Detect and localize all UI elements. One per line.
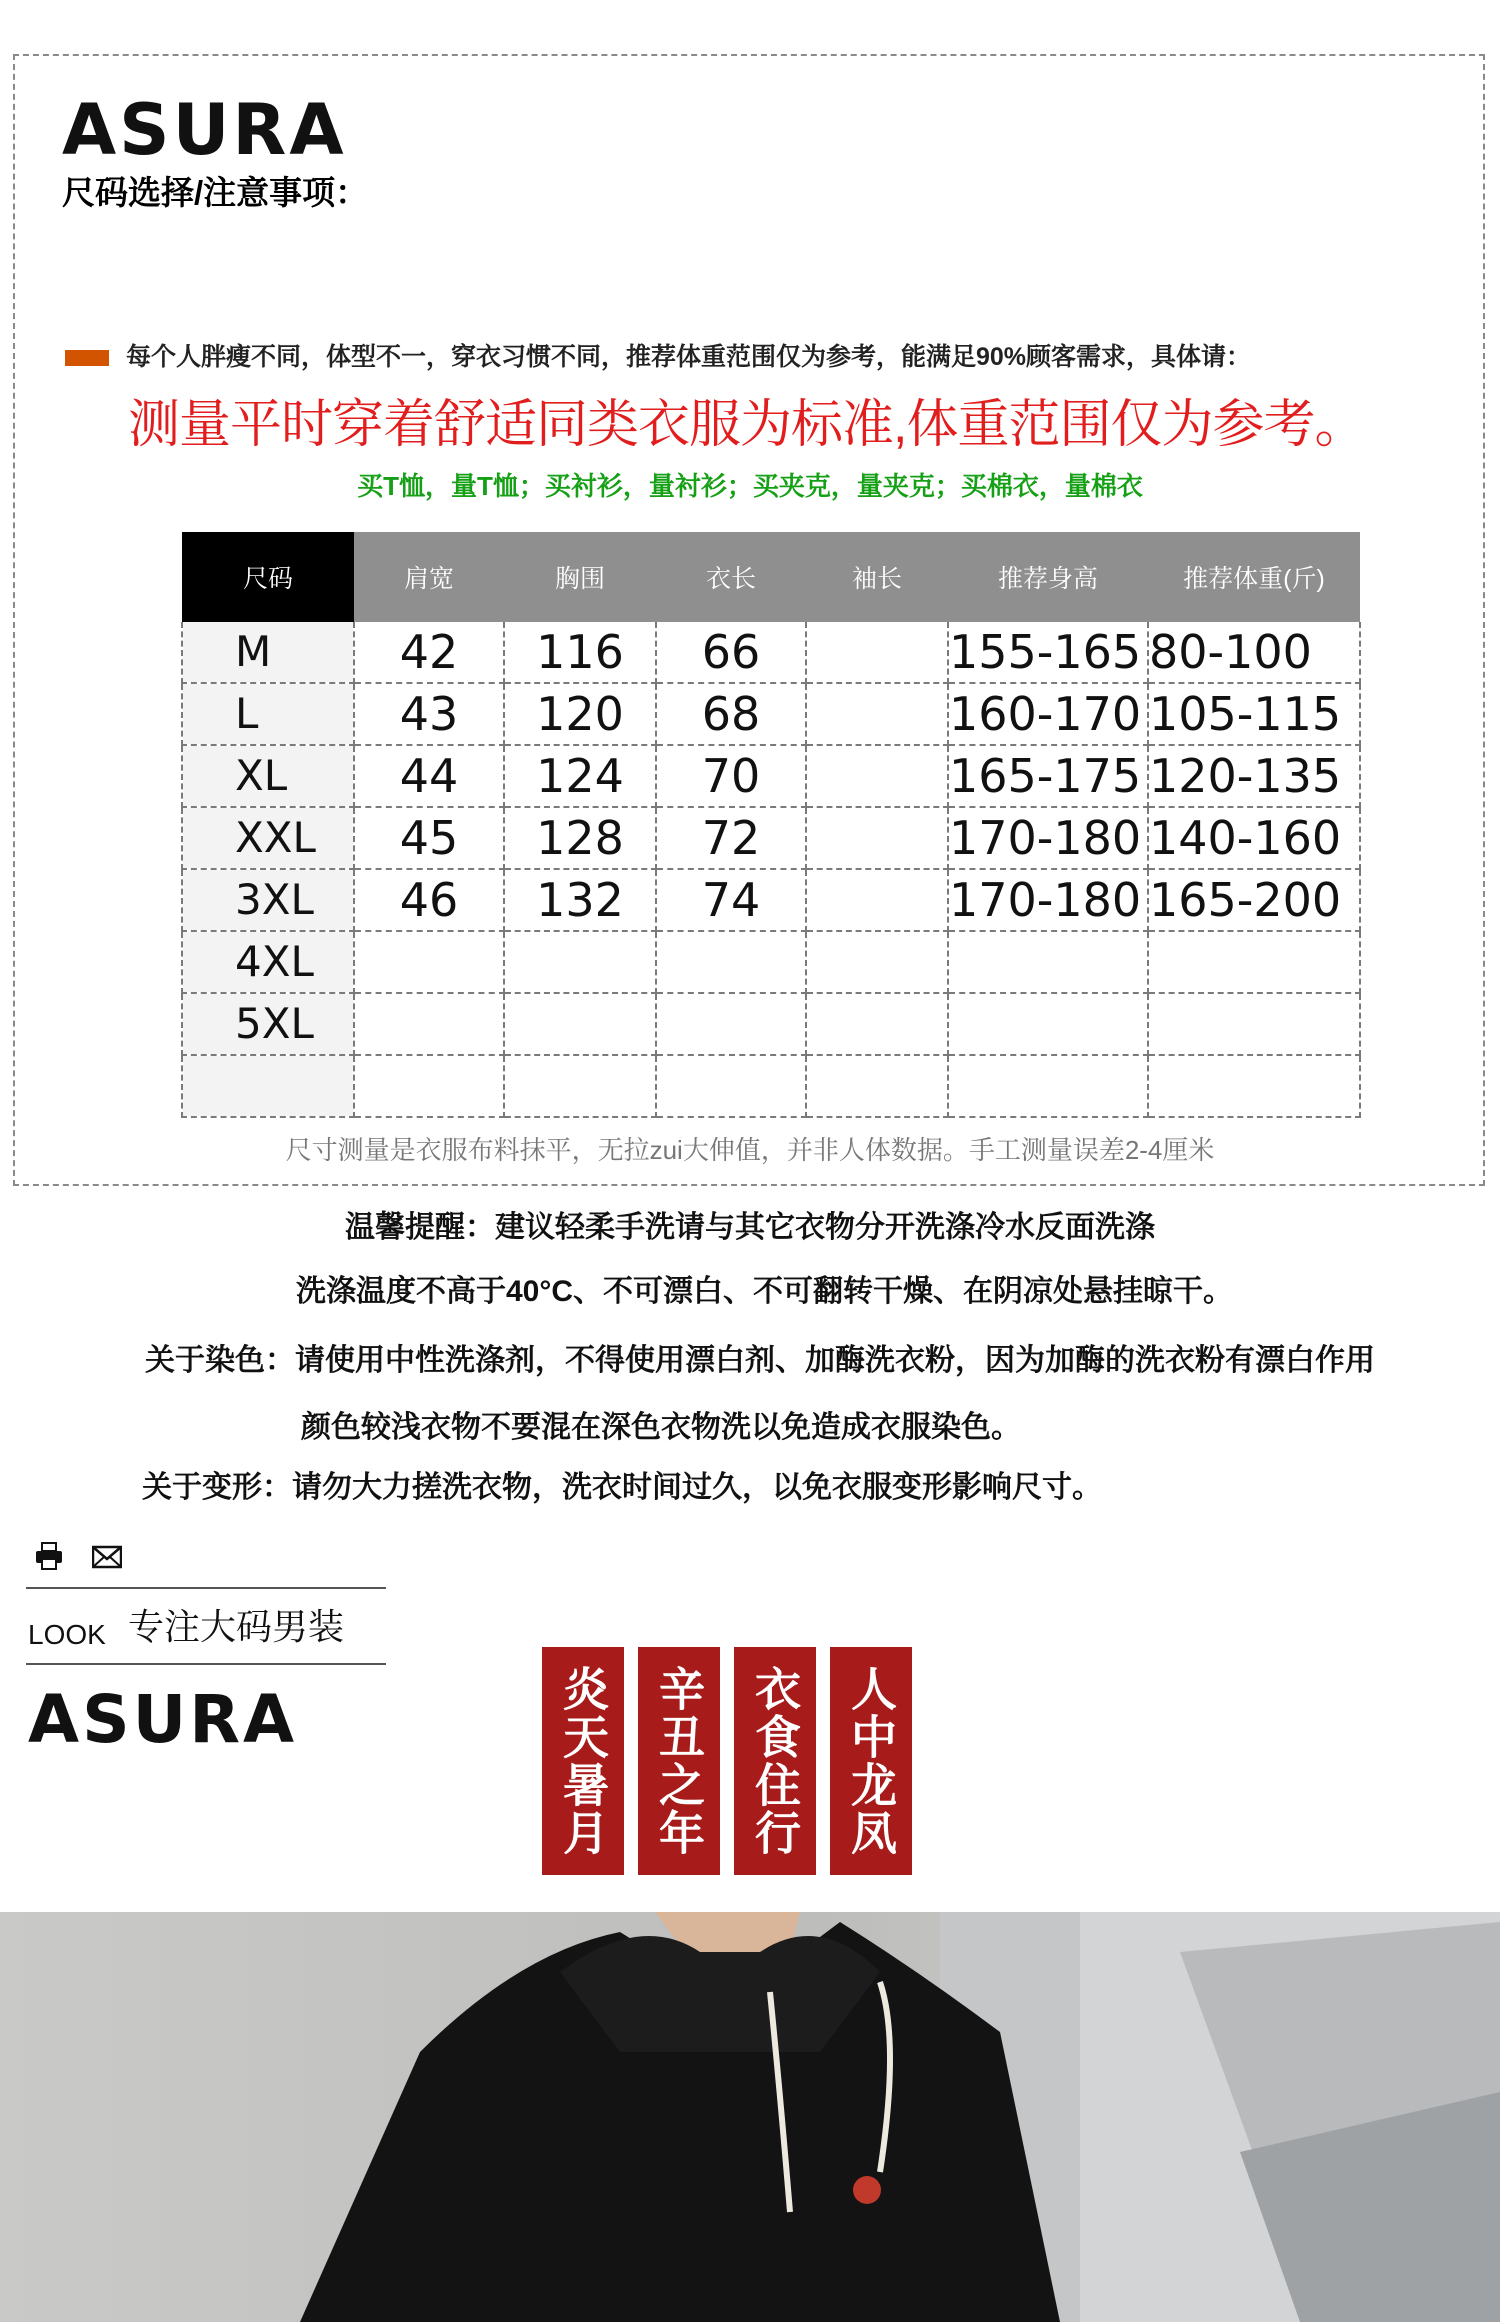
cell-height <box>948 1055 1148 1117</box>
table-row <box>182 993 1360 1055</box>
header-chest: 胸围 <box>504 532 656 622</box>
header-shoulder: 肩宽 <box>354 532 504 622</box>
header-weight: 推荐体重(斤) <box>1148 532 1360 622</box>
cell-size: XL <box>182 745 354 807</box>
slogan-tile <box>734 1647 816 1875</box>
cell-sleeve <box>806 622 948 683</box>
cell-weight <box>1148 1055 1360 1117</box>
cell-length <box>656 931 806 993</box>
cell-height: 170-180 <box>948 807 1148 869</box>
cell-sleeve <box>806 745 948 807</box>
cell-weight: 140-160 <box>1148 807 1360 869</box>
slogan-text: 辛丑之年 <box>652 1665 706 1857</box>
table-header-row <box>182 532 1360 622</box>
cell-shoulder: 42 <box>354 622 504 683</box>
care-deformation: 关于变形：请勿大力搓洗衣物，洗衣时间过久，以免衣服变形影响尺寸。 <box>142 1471 1102 1504</box>
cell-length: 70 <box>656 745 806 807</box>
cell-sleeve <box>806 993 948 1055</box>
cell-shoulder: 44 <box>354 745 504 807</box>
cell-chest: 128 <box>504 807 656 869</box>
slogan-tile <box>638 1647 720 1875</box>
notice-line-1: 每个人胖瘦不同，体型不一，穿衣习惯不同，推荐体重范围仅为参考，能满足90%顾客需求，具体请： <box>126 343 1252 371</box>
table-row <box>182 807 1360 869</box>
cell-length <box>656 1055 806 1117</box>
care-dyeing: 关于染色：请使用中性洗涤剂，不得使用漂白剂、加酶洗衣粉，因为加酶的洗衣粉有漂白作用 <box>145 1344 1375 1377</box>
cell-height: 165-175 <box>948 745 1148 807</box>
look-divider-top <box>26 1587 386 1589</box>
care-temperature: 洗涤温度不高于40°C、不可漂白、不可翻转干燥、在阴凉处悬挂晾干。 <box>296 1275 1234 1308</box>
cell-sleeve <box>806 869 948 931</box>
brand-logo: ASURA <box>62 89 347 171</box>
cell-size: 5XL <box>182 993 354 1055</box>
slogan-text: 衣食住行 <box>748 1665 802 1857</box>
table-row <box>182 683 1360 745</box>
header-length: 衣长 <box>656 532 806 622</box>
size-guide-subtitle: 尺码选择/注意事项： <box>62 174 369 211</box>
cell-weight: 165-200 <box>1148 869 1360 931</box>
cell-size: M <box>182 622 354 683</box>
cell-weight <box>1148 931 1360 993</box>
cell-sleeve <box>806 807 948 869</box>
cell-weight: 80-100 <box>1148 622 1360 683</box>
cell-size: L <box>182 683 354 745</box>
cell-chest <box>504 993 656 1055</box>
slogan-text: 人中龙凤 <box>844 1665 898 1857</box>
cell-height: 170-180 <box>948 869 1148 931</box>
cell-weight: 120-135 <box>1148 745 1360 807</box>
table-row <box>182 745 1360 807</box>
cell-length: 68 <box>656 683 806 745</box>
cell-shoulder: 43 <box>354 683 504 745</box>
look-label: LOOK <box>28 1619 106 1650</box>
cell-chest <box>504 931 656 993</box>
notice-marker <box>65 350 109 366</box>
cell-chest: 116 <box>504 622 656 683</box>
cell-chest <box>504 1055 656 1117</box>
brand-logo-bottom: ASURA <box>28 1681 298 1758</box>
table-body <box>182 622 1360 1117</box>
table-row <box>182 1055 1360 1117</box>
notice-line-2: 测量平时穿着舒适同类衣服为标准,体重范围仅为参考。 <box>128 396 1366 454</box>
notice-line-3: 买T恤，量T恤；买衬衫，量衬衫；买夹克，量夹克；买棉衣，量棉衣 <box>357 471 1143 501</box>
cell-shoulder: 45 <box>354 807 504 869</box>
cell-weight <box>1148 993 1360 1055</box>
care-reminder: 温馨提醒：建议轻柔手洗请与其它衣物分开洗涤冷水反面洗涤 <box>345 1211 1155 1244</box>
slogan-text: 炎天暑月 <box>556 1665 610 1857</box>
size-table <box>181 532 1361 1118</box>
cell-size <box>182 1055 354 1117</box>
cell-height <box>948 931 1148 993</box>
table-row <box>182 622 1360 683</box>
table-row <box>182 869 1360 931</box>
cell-shoulder <box>354 1055 504 1117</box>
cell-height: 160-170 <box>948 683 1148 745</box>
cell-sleeve <box>806 931 948 993</box>
table-row <box>182 931 1360 993</box>
cell-length: 74 <box>656 869 806 931</box>
look-tagline: 专注大码男装 <box>128 1606 345 1647</box>
cell-shoulder <box>354 993 504 1055</box>
model-photo <box>0 1912 1500 2322</box>
cell-size: XXL <box>182 807 354 869</box>
cell-shoulder <box>354 931 504 993</box>
cell-height <box>948 993 1148 1055</box>
header-height: 推荐身高 <box>948 532 1148 622</box>
cell-shoulder: 46 <box>354 869 504 931</box>
cell-size: 3XL <box>182 869 354 931</box>
cell-length: 72 <box>656 807 806 869</box>
cell-chest: 120 <box>504 683 656 745</box>
cell-sleeve <box>806 683 948 745</box>
measurement-footnote: 尺寸测量是衣服布料抹平，无拉zui大伸值，并非人体数据。手工测量误差2-4厘米 <box>285 1135 1215 1165</box>
slogan-tile <box>542 1647 624 1875</box>
cell-chest: 132 <box>504 869 656 931</box>
print-icon[interactable] <box>34 1541 64 1571</box>
cell-chest: 124 <box>504 745 656 807</box>
look-divider-bottom <box>26 1663 386 1665</box>
cell-weight: 105-115 <box>1148 683 1360 745</box>
care-dyeing-detail: 颜色较浅衣物不要混在深色衣物洗以免造成衣服染色。 <box>301 1411 1021 1444</box>
header-size: 尺码 <box>182 532 354 622</box>
mail-icon[interactable] <box>92 1545 122 1569</box>
cell-sleeve <box>806 1055 948 1117</box>
cell-size: 4XL <box>182 931 354 993</box>
cell-height: 155-165 <box>948 622 1148 683</box>
header-sleeve: 袖长 <box>806 532 948 622</box>
cell-length <box>656 993 806 1055</box>
slogan-tile <box>830 1647 912 1875</box>
cell-length: 66 <box>656 622 806 683</box>
